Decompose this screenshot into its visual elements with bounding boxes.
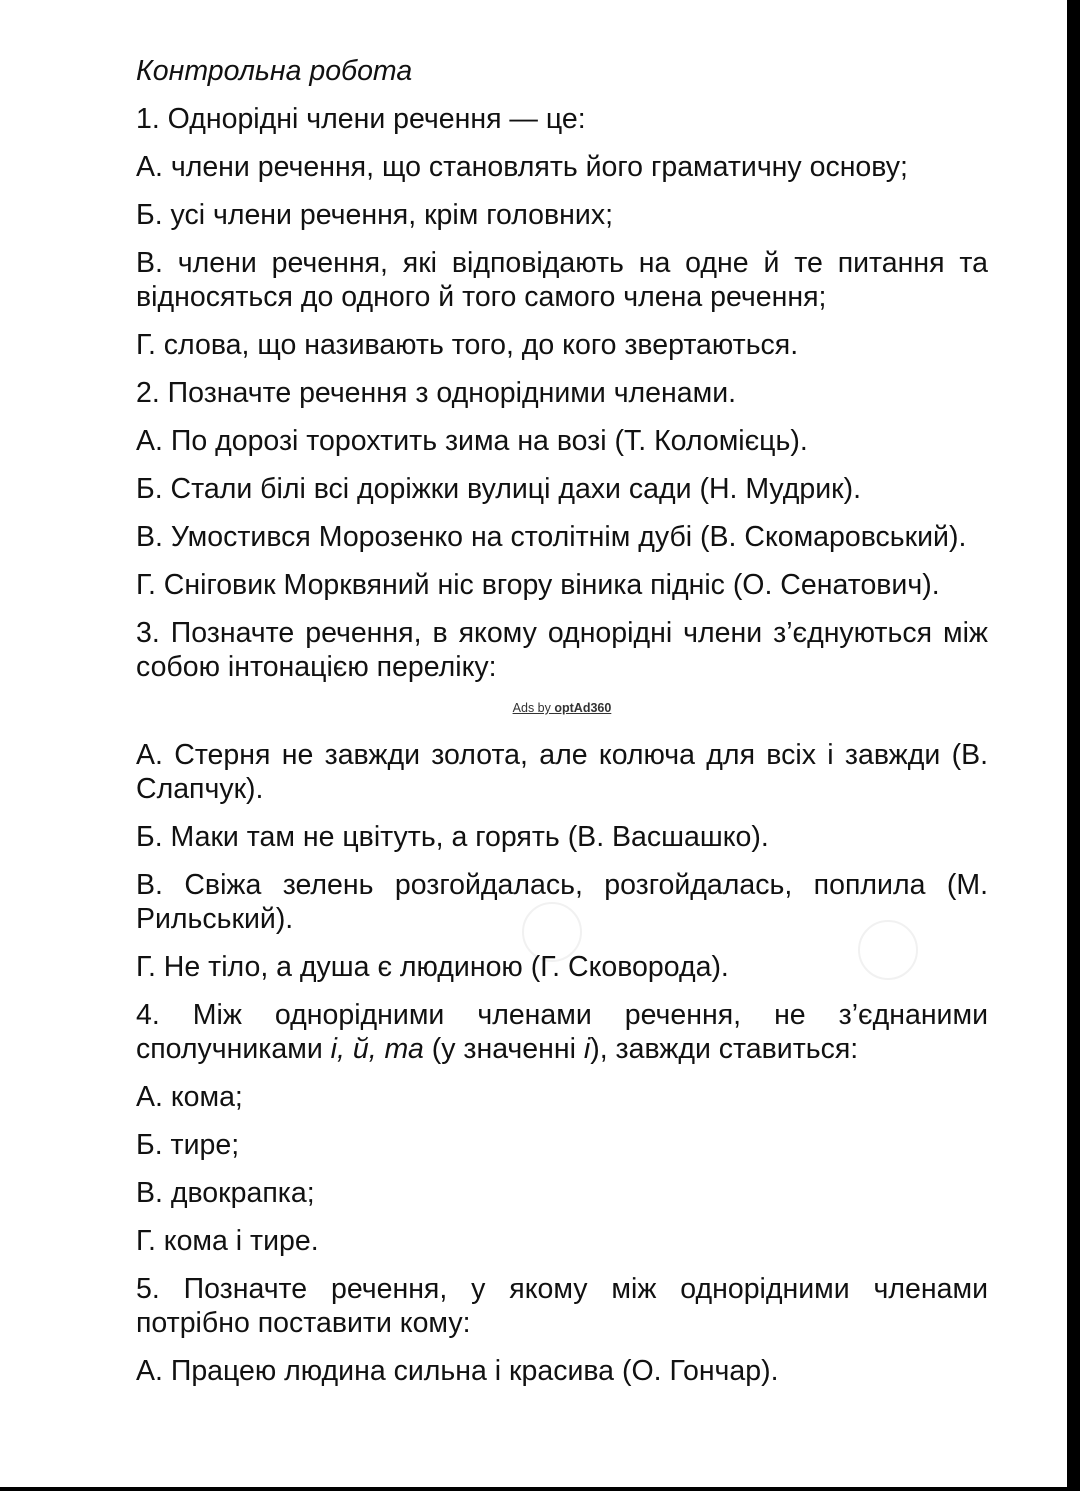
- question-4-text-mid: (у значенні: [423, 1033, 584, 1065]
- question-1-option-c: В. члени речення, які відповідають на одне й те питання та відносяться до одного й того самого члена речення;: [136, 247, 988, 313]
- question-2-option-b: Б. Стали білі всі доріжки вулиці дахи сади (Н. Мудрик).: [136, 473, 862, 505]
- question-3-option-b: Б. Маки там не цвітуть, а горять (В. Васшашко).: [136, 821, 769, 853]
- question-2-option-c: В. Умостився Морозенко на столітнім дубі (В. Скомаровський).: [136, 521, 967, 553]
- question-4: [136, 998, 988, 1066]
- question-4-conjunctions: і, й, та: [330, 1033, 424, 1065]
- question-4-option-b: Б. тире;: [136, 1129, 240, 1161]
- page-bottom-border: [0, 1487, 1080, 1491]
- question-1: 1. Однорідні члени речення — це:: [136, 103, 586, 135]
- question-1-option-a: А. члени речення, що становлять його граматичну основу;: [136, 151, 908, 183]
- question-4-text-start: 4. Між однорідними членами речення, не з’єднаними сполучниками: [136, 999, 988, 1065]
- question-4-option-d: Г. кома і тире.: [136, 1225, 319, 1257]
- question-4-conj-i: і: [583, 1033, 591, 1065]
- question-5-option-a: А. Працею людина сильна і красива (О. Гончар).: [136, 1355, 779, 1387]
- question-3-option-a: А. Стерня не завжди золота, але колюча для всіх і завжди (В. Слапчук).: [136, 739, 988, 805]
- ad-brand: optAd360: [554, 701, 612, 715]
- question-5: 5. Позначте речення, у якому між однорідними членами потрібно поставити кому:: [136, 1273, 988, 1339]
- page-right-border: [1067, 0, 1080, 1491]
- question-3-option-d: Г. Не тіло, а душа є людиною (Г. Сковорода).: [136, 951, 729, 983]
- ad-label[interactable]: [136, 700, 988, 716]
- ad-prefix: Ads by: [512, 701, 555, 715]
- document-page: [136, 54, 988, 1402]
- question-2-option-a: А. По дорозі торохтить зима на возі (Т. Коломієць).: [136, 425, 808, 457]
- question-3-option-c: В. Свіжа зелень розгойдалась, розгойдалась, поплила (М. Рильський).: [136, 869, 988, 935]
- question-4-text-end: ), завжди ставиться:: [590, 1033, 859, 1065]
- page-title: Контрольна робота: [136, 55, 413, 87]
- question-4-option-a: А. кома;: [136, 1081, 243, 1113]
- question-1-option-d: Г. слова, що називають того, до кого звертаються.: [136, 329, 799, 361]
- ad-link[interactable]: [513, 701, 612, 715]
- question-2: 2. Позначте речення з однорідними членами.: [136, 377, 737, 409]
- question-4-option-c: В. двокрапка;: [136, 1177, 315, 1209]
- question-3: 3. Позначте речення, в якому однорідні члени з’єднуються між собою інтонацією переліку:: [136, 617, 988, 683]
- question-1-option-b: Б. усі члени речення, крім головних;: [136, 199, 613, 231]
- question-2-option-d: Г. Сніговик Морквяний ніс вгору віника підніс (О. Сенатович).: [136, 569, 940, 601]
